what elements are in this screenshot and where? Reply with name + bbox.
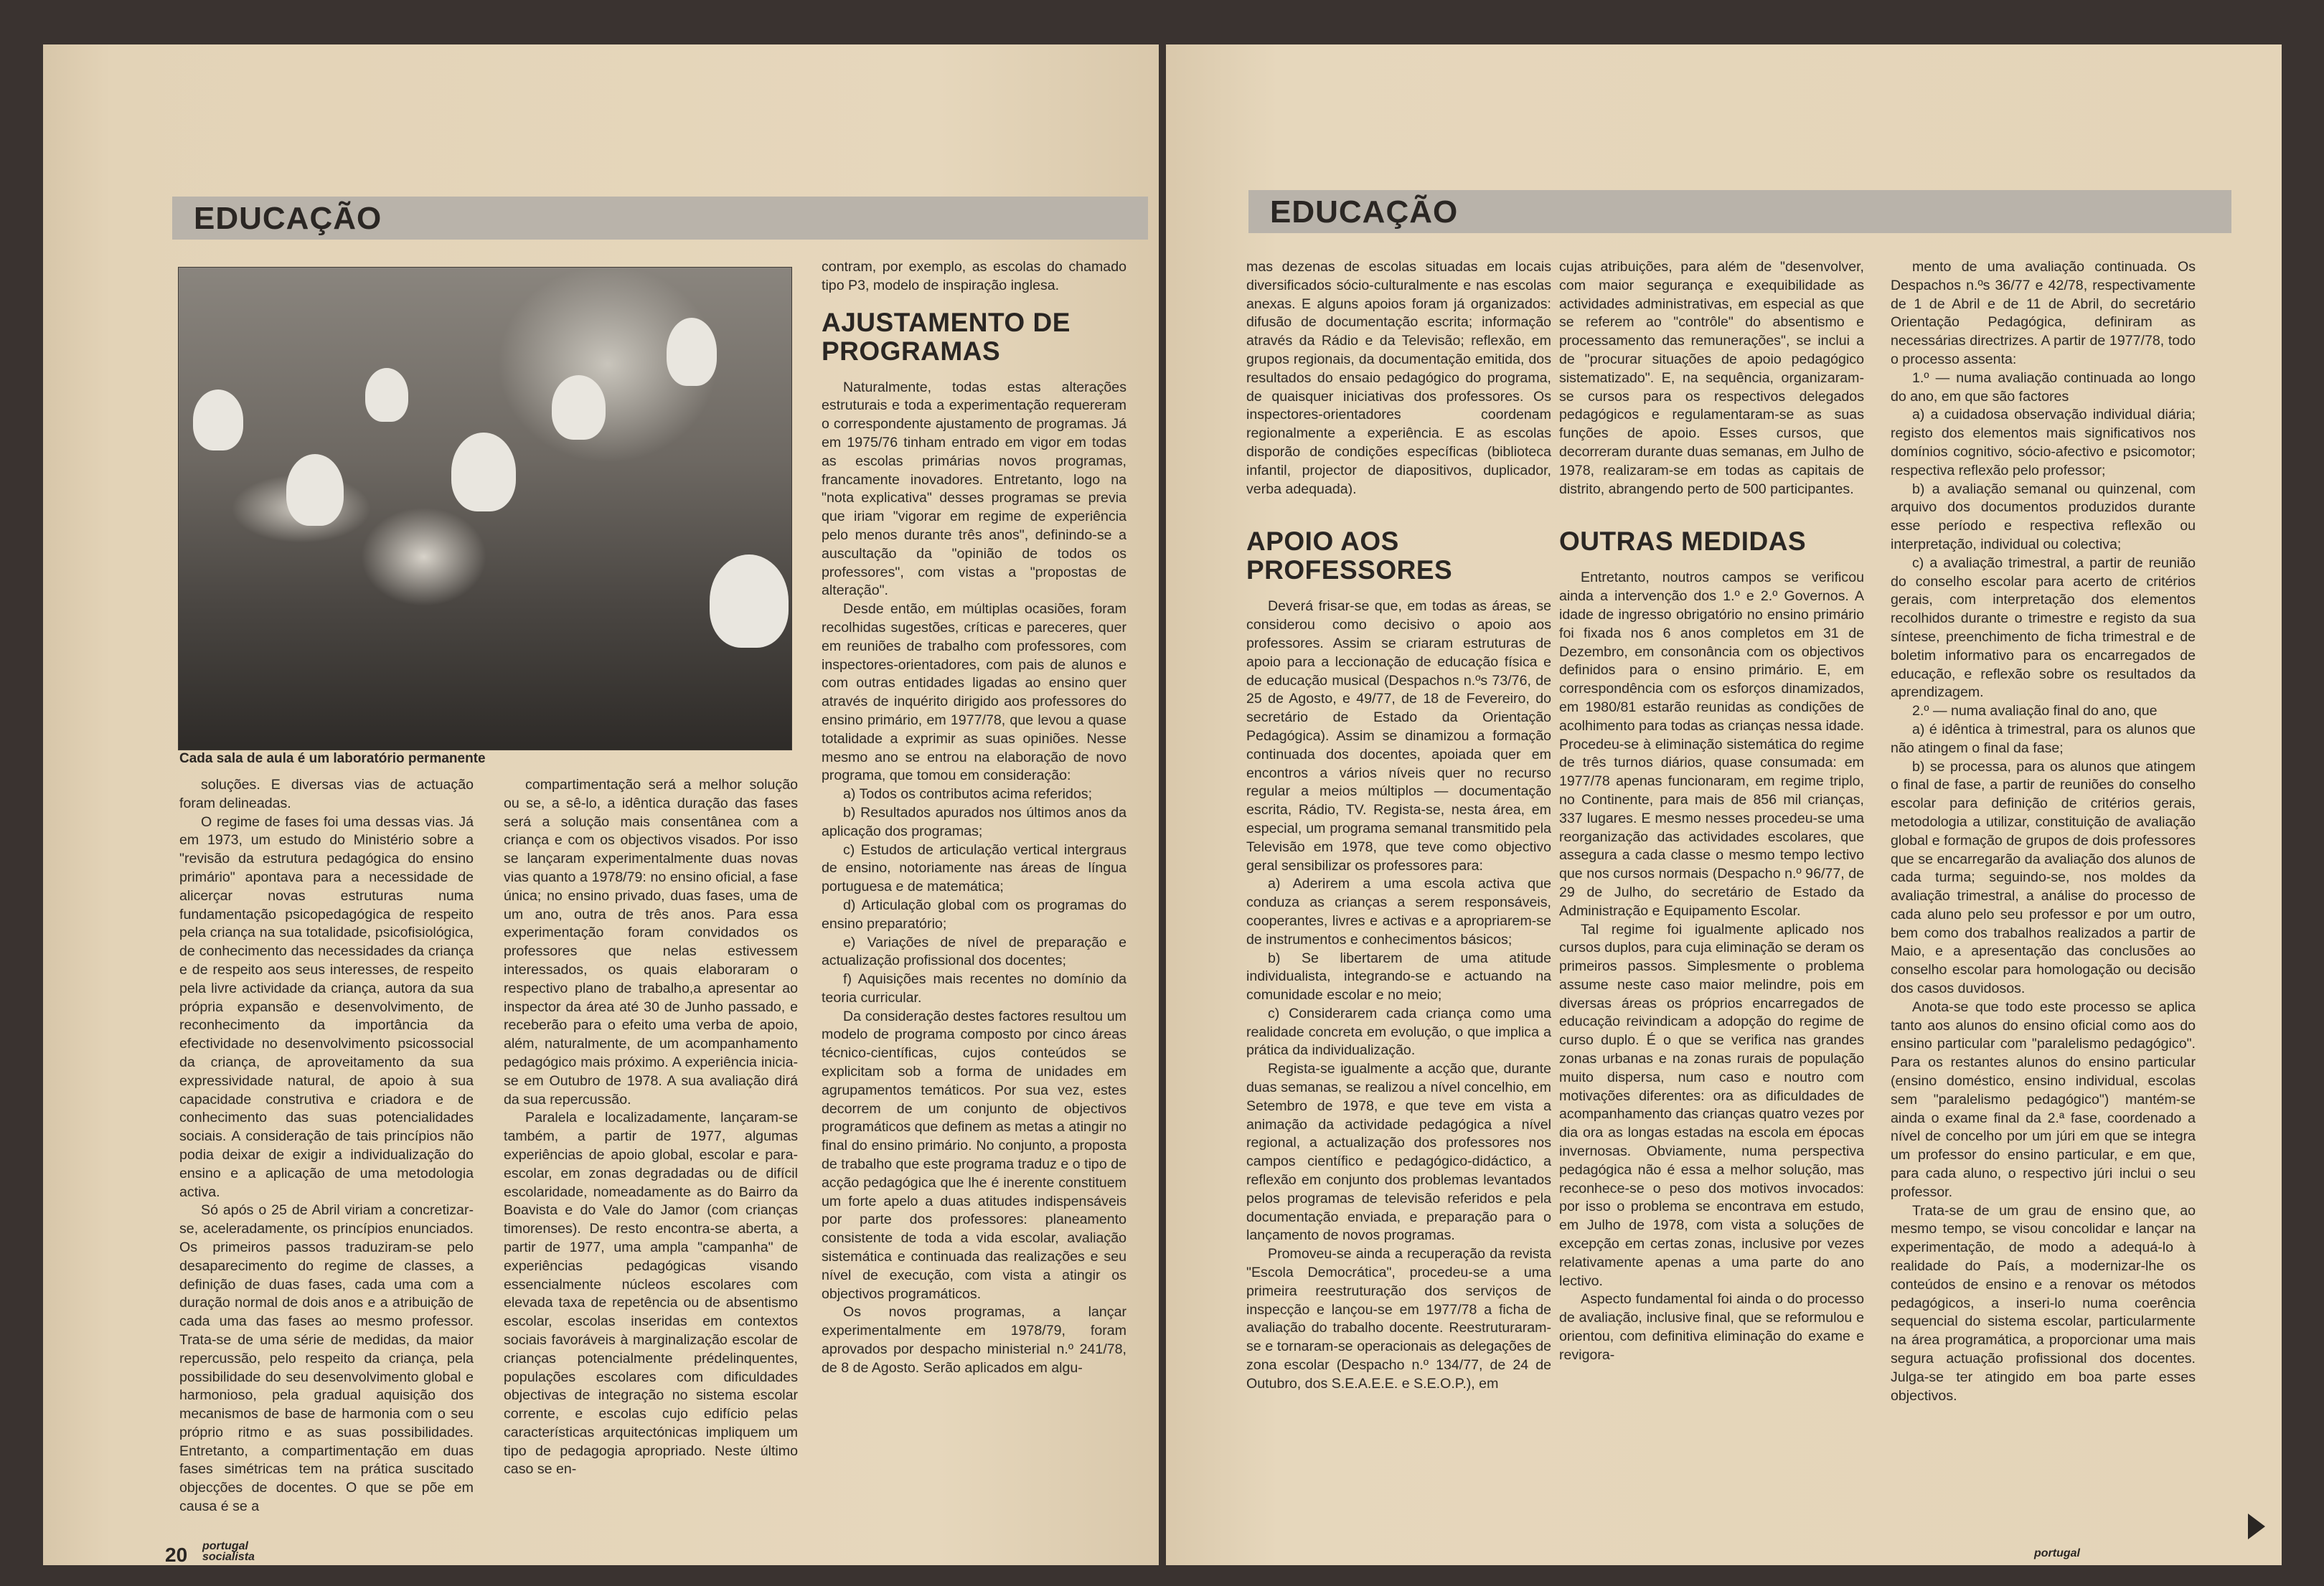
paragraph: O regime de fases foi uma dessas vias. Já em 1973, um estudo do Ministério sobre a "revisão da estrutura pedagógica do ensino primário" apontava para a necessidade de alicerçar novas estruturas numa fundamentação psicopedagógica de respeito pela criança na sua totalidade, psicofisiológica, de conhecimento das necessidades da criança e de respeito aos seus interesses, de respeito pela livre actividade da criança, autora da sua própria expansão e desenvolvimento, de reconhecimento da importância da efectividade no desenvolvimento psicossocial da criança, de aproveitamento da sua expressividade natural, de apoio à sua capacidade construtiva e criadora e de conhecimento das suas potencialidades sociais. A consideração de tais princípios não podia deixar de exigir a individualização do ensino e a aplicação de uma metodologia activa. <box>179 813 474 1200</box>
paragraph: soluções. E diversas vias de actuação foram delineadas. <box>179 777 474 811</box>
paragraph: a) Todos os contributos acima referidos; <box>843 786 1093 803</box>
paragraph: c) Considerarem cada criança como uma realidade concreta em evolução, o que implica a prática da individualização. <box>1246 1005 1551 1059</box>
masthead-logo: portugal <box>2034 1547 2080 1559</box>
photo-figure <box>286 454 344 526</box>
column-intro: mas dezenas de escolas situadas em locais diversificados sócio-culturalmente e nas escolas anexas. E alguns apoios foram já organizados: difusão de documentação escrita; informação através da Rádio e da Televisão; reflexão, em grupos regionais, da documentação emitida, dos resultados do ensaio pedagógico do programa, de quaisquer iniciativas dos professores. Os inspectores-orientadores coordenam regionalmente a experiência. E as escolas disporão de condições específicas (biblioteca infantil, projector de diapositivos, duplicador, verba adequada). <box>1246 259 1551 497</box>
photo-figure <box>365 368 408 422</box>
paragraph: Da consideração destes factores resultou um modelo de programa composto por cinco áreas técnico-científicas, cujos conteúdos se explicitam sob a forma de unidades em agrupamentos temáticos. Por sua vez, estes decorrem de um conjunto de objectivos programáticos que definem as metas a atingir no final do ensino primário. No conjunto, a proposta de trabalho que este programa traduz e o tipo de acção pedagógica que lhe é inerente constituem um forte apelo a duas atitudes indispensáveis por parte dos professores: planeamento consistente de toda a vida escolar, avaliação sistemática e continuada das realizações e seu nível de execução, com vista a atingir os objectivos programáticos. <box>822 1008 1126 1302</box>
masthead-logo: portugal socialista <box>202 1540 255 1563</box>
paragraph: Regista-se igualmente a acção que, durante duas semanas, se realizou a nível concelhio, em Setembro de 1978, e que teve em vista a animação da actividade pedagógica a nível regional, a actualização dos professores nos campos científico e pedagógico-didáctico, a reflexão em conjunto dos problemas levantados pelos programas de televisão referidos e pela documentação enviada, e preparação para o lançamento de novos programas. <box>1246 1061 1551 1244</box>
subheading-outras-medidas: OUTRAS MEDIDAS <box>1559 527 1807 557</box>
text-column-3 <box>1891 258 2196 1405</box>
subheading-apoio: APOIO AOS PROFESSORES <box>1246 527 1453 585</box>
paragraph: mento de uma avaliação continuada. Os Despachos n.ºs 36/77 e 42/78, respectivamente de 1 de Abril e de 11 de Abril, do secretário Orientação Pedagógica, definiram as necessárias directrizes. A partir de 1977/78, todo o processo assenta: <box>1891 259 2196 367</box>
paragraph: e) Variações de nível de preparação e actualização profissional dos docentes; <box>822 934 1126 969</box>
column-body <box>822 379 1126 1378</box>
paragraph: 2.º — numa avaliação final do ano, que <box>1912 703 2158 719</box>
photo-figure <box>193 390 243 450</box>
text-column-1 <box>1246 258 1551 1394</box>
paragraph: a) a cuidadosa observação individual diária; registo dos elementos mais significativos nos domínios cognitivo, sócio-afectivo e psicomotor; respectiva reflexão pelo professor; <box>1891 407 2196 478</box>
paragraph: compartimentação será a melhor solução ou se, a sê-lo, a idêntica duração das fases será a solução mais consentânea com a criança e com os objectivos visados. Por isso se lançaram experimentalmente duas novas vias quanto a 1978/79: no ensino oficial, a fase única; no ensino privado, duas fases, uma de um ano, outra de três anos. Para essa experimentação foram convidados os professores que nelas estivessem interessados, os quais elaboraram o respectivo plano de trabalho,a apresentar ao inspector da área até 30 de Junho passado, e receberão para o efeito uma verba de apoio, além, naturalmente, de um acompanhamento pedagógico mais próximo. A experiência inicia-se em Outubro de 1978. A sua avaliação dirá da sua repercussão. <box>504 777 798 1108</box>
paragraph: Paralela e localizadamente, lançaram-se também, a partir de 1977, algumas experiências de apoio global, escolar e para-escolar, em zonas degradadas ou de difícil escolaridade, nomeadamente as do Bairro da Boavista e do Vale do Jamor (com crianças timorenses). De resto encontra-se aberta, a partir de 1977, uma ampla "campanha" de experiências pedagógicas visando essencialmente núcleos escolares com elevada taxa de repetência ou de absentismo escolar, escolas inseridas em contextos sociais favoráveis à marginalização escolar de crianças potencialmente prédelinquentes, populações escolares com dificuldades objectivas de integração no sistema escolar corrente, e escolas cujo edifício pelas características arquitectónicas impliquem um tipo de pedagogia apropriado. Neste último caso se en- <box>504 1110 798 1478</box>
photo-figure <box>710 554 789 648</box>
paragraph: Tal regime foi igualmente aplicado nos cursos duplos, para cuja eliminação se deram os primeiros passos. Simplesmente o problema assume neste caso maior melindre, pois em diversas áreas os próprios encarregados de educação reivindicam a adopção do regime de curso duplo. É o que se verifica nas grandes zonas urbanas e na zonas rurais de população muito dispersa, num caso e noutro com motivações diferentes: ora as dificuldades de acompanhamento das crianças quatro vezes por dia ora as longas estadas na escola em épocas invernosas. Obviamente, numa perspectiva pedagógica não é essa a melhor solução, mas reconhece-se o peso dos motivos invocados: por isso o problema se encontrava em estudo, em Julho de 1978, com vista a soluções de excepção em certas zonas, inclusive por vezes relativamente apenas a uma parte do ano lectivo. <box>1559 921 1864 1289</box>
paragraph: Naturalmente, todas estas alterações estruturais e toda a experimentação requereram o correspondente ajustamento de programas. Já em 1975/76 tinham entrado em vigor em todas as escolas primárias novos programas, francamente inovadores. Entretanto, logo na "nota explicativa" desses programas se previa que iriam "vigorar em regime de experiência pelo menos durante três anos", definindo-se a auscultação da "opinião de todos os professores", com vistas a "propostas de alteração". <box>822 379 1126 599</box>
paragraph: Os novos programas, a lançar experimentalmente em 1978/79, foram aprovados por despacho ministerial n.º 241/78, de 8 de Agosto. Serão aplicados em algu- <box>822 1304 1126 1376</box>
paragraph: Desde então, em múltiplas ocasiões, foram recolhidas sugestões, críticas e pareceres, quer em reuniões de trabalho com professores, com inspectores-orientadores, com pais de alunos e com outras entidades ligadas ao ensino quer através de inquérito dirigido aos professores do ensino primário, em 1977/78, que levou a quase totalidade a exprimir as suas opiniões. Nesse mesmo ano se entrou na elaboração de novo programa, que tomou em consideração: <box>822 601 1126 784</box>
paragraph: f) Aquisições mais recentes no domínio da teoria curricular. <box>822 971 1126 1006</box>
classroom-photo <box>178 267 792 750</box>
paragraph: Trata-se de um grau de ensino que, ao mesmo tempo, se visou concolidar e lançar na experimentação, de modo a adequá-lo à realidade do País, a modernizar-lhe os conteúdos de ensino e a renovar os métodos pedagógicos, a inseri-lo numa coerência sequencial do sistema escolar, particularmente na área programática, a proporcionar uma mais segura actuação profissional dos docentes. Julga-se ter atingido em boa parte esses objectivos. <box>1891 1202 2196 1404</box>
left-page <box>43 44 1159 1565</box>
paragraph: b) Resultados apurados nos últimos anos da aplicação dos programas; <box>822 804 1126 839</box>
section-title: EDUCAÇÃO <box>1270 194 1459 230</box>
paragraph: Aspecto fundamental foi ainda o do processo de avaliação, inclusive final, que se reformulou e orientou, com definitiva eliminação do exame e revigora- <box>1559 1291 1864 1363</box>
paragraph: c) a avaliação trimestral, a partir de reunião do conselho escolar para acerto de critérios gerais, com interpretação dos elementos recolhidos durante o trimestre e registo da sua síntese, preenchimento de ficha trimestral e de boletim informativo para os encarregados de educação, e reflexão sobre os resultados da aprendizagem. <box>1891 554 2196 701</box>
photo-caption: Cada sala de aula é um laboratório permanente <box>179 751 486 766</box>
column-intro: contram, por exemplo, as escolas do chamado tipo P3, modelo de inspiração inglesa. <box>822 259 1126 293</box>
paragraph: c) Estudos de articulação vertical intergraus de ensino, notoriamente nas áreas de língua portuguesa e de matemática; <box>822 841 1126 895</box>
photo-figure <box>552 375 606 440</box>
page-number: 20 <box>165 1544 188 1565</box>
right-page <box>1166 44 2282 1565</box>
paragraph: b) se processa, para os alunos que atingem o final de fase, a partir de reuniões do conselho escolar para definição de critérios gerais, metodologia a utilizar, constituição de avaliação global e formação de grupos de dois professores que se encarregarão da avaliação dos alunos de cada turma; seguindo-se, nos moldes da avaliação trimestral, a análise do processo de cada aluno pelo seu professor e por um outro, bem como dos trabalhos realizados a partir de Maio, e a apresentação das conclusões ao conselho escolar para homologação ou decisão dos casos duvidosos. <box>1891 758 2196 997</box>
paragraph: d) Articulação global com os programas do ensino preparatório; <box>822 897 1126 932</box>
paragraph: Entretanto, noutros campos se verificou ainda a intervenção dos 1.º e 2.º Governos. A idade de ingresso obrigatório no ensino primário foi fixada nos 6 anos completos em 31 de Dezembro, em consonância com os objectivos definidos para o ensino primário. E, em correspondência com os esforços dinamizados, em 1980/81 estarão reunidas as condições de acolhimento para todas as crianças nessa idade. Procedeu-se à eliminação sistemática do regime de três turnos diários, quase consumada: em 1977/78 apenas funcionaram, em regime triplo, no Continente, para mais de 856 mil crianças, 337 lugares. E mesmo nesses procedeu-se uma reorganização das actividades escolares, que assegura a cada classe o mesmo tempo lectivo que nos cursos normais (Despacho n.º 96/77, de 29 de Julho, do secretário de Estado da Administração e Equipamento Escolar. <box>1559 570 1864 919</box>
text-column-2 <box>504 776 798 1479</box>
subheading-ajustamento: AJUSTAMENTO DE PROGRAMAS <box>822 307 1071 366</box>
column-intro: cujas atribuições, para além de "desenvolver, com maior segurança e exequibilidade as actividades administrativas, em especial as que se referem ao "contrôle" do absentismo e processamento das remunerações", se inclui a de "procurar situações de apoio pedagógico sistematizado". E, na sequência, organizaram-se cursos para os respectivos delegados pedagógicos e regulamentaram-se as suas funções de apoio. Esses cursos, que decorreram durante duas semanas, em Julho de 1978, realizaram-se em todas as capitais de distrito, abrangendo perto de 500 participantes. <box>1559 259 1864 497</box>
text-column-3 <box>822 258 1126 1378</box>
photo-figure <box>667 318 717 386</box>
paragraph: a) é idêntica à trimestral, para os alunos que não atingem o final da fase; <box>1891 721 2196 756</box>
photo-figure <box>451 433 516 511</box>
column-body <box>1559 569 1864 1364</box>
text-column-2 <box>1559 258 1864 1365</box>
paragraph: 1.º — numa avaliação continuada ao longo do ano, em que são factores <box>1891 369 2196 405</box>
paragraph: a) Aderirem a uma escola activa que conduza as crianças a serem responsáveis, cooperantes, livres e activas e a apropriarem-se de instrumentos e conhecimentos básicos; <box>1246 876 1551 948</box>
column-body <box>1246 598 1551 1393</box>
section-header-bar <box>1248 190 2231 233</box>
paragraph: Deverá frisar-se que, em todas as áreas, se considerou como decisivo o apoio aos professores. Assim se criaram estruturas de apoio para a leccionação de educação física e de educação musical (Despachos n.ºs 73/76, de 25 de Agosto, e 49/77, de 18 de Fevereiro, do secretário de Estado da Orientação Pedagógica). Assim se dinamizou a formação continuada dos docentes, apoiada quer em encontros a vários níveis quer no recurso regular a meios múltiplos — documentação escrita, Rádio, TV. Regista-se, nesta área, em especial, um programa semanal transmitido pela Televisão em 1978, que teve como objectivo geral sensibilizar os professores para: <box>1246 598 1551 874</box>
text-column-1 <box>179 776 474 1516</box>
paragraph: Anota-se que todo este processo se aplica tanto aos alunos do ensino oficial como aos do ensino particular com "paralelismo pedagógico". Para os restantes alunos do ensino particular (ensino doméstico, ensino individual, escolas sem "paralelismo pedagógico") mantém-se ainda o exame final da 2.ª fase, coordenado a nível de concelho por um júri em que se integra um professor do ensino particular, e em que, para cada aluno, o respectivo júri inclui o seu professor. <box>1891 999 2196 1200</box>
paragraph: b) a avaliação semanal ou quinzenal, com arquivo dos documentos produzidos durante esse período e respectiva reflexão ou interpretação, individual ou colectiva; <box>1891 481 2196 552</box>
continue-arrow-icon <box>2248 1514 2265 1539</box>
section-header-bar <box>172 197 1148 240</box>
paragraph: b) Se libertarem de uma atitude individualista, integrando-se e actuando na comunidade escolar e no meio; <box>1246 950 1551 1004</box>
paragraph: Promoveu-se ainda a recuperação da revista "Escola Democrática", procedeu-se a uma primeira reestruturação dos serviços de inspecção e lançou-se em 1977/78 a ficha de avaliação do trabalho docente. Reestruturaram-se e tornaram-se operacionais as delegações de zona escolar (Despacho n.º 134/77, de 24 de Outubro, dos S.E.A.E.E. e S.E.O.P.), em <box>1246 1246 1551 1392</box>
paragraph: Só após o 25 de Abril viriam a concretizar-se, aceleradamente, os princípios enunciados. Os primeiros passos traduziram-se pelo desaparecimento do regime de classes, a definição de duas fases, cada uma com a duração normal de dois anos e a atribuição de cada uma das fases ao mesmo professor. Trata-se de uma série de medidas, da maior repercussão, pelo respeito da criança, pela possibilidade do seu desenvolvimento global e harmonioso, pela gradual aquisição dos mecanismos de base de harmonia com o seu próprio ritmo e as suas possibilidades. Entretanto, a compartimentação em duas fases simétricas tem na prática suscitado objecções de docentes. O que se põe em causa é se a <box>179 1202 474 1515</box>
section-title: EDUCAÇÃO <box>194 201 382 236</box>
